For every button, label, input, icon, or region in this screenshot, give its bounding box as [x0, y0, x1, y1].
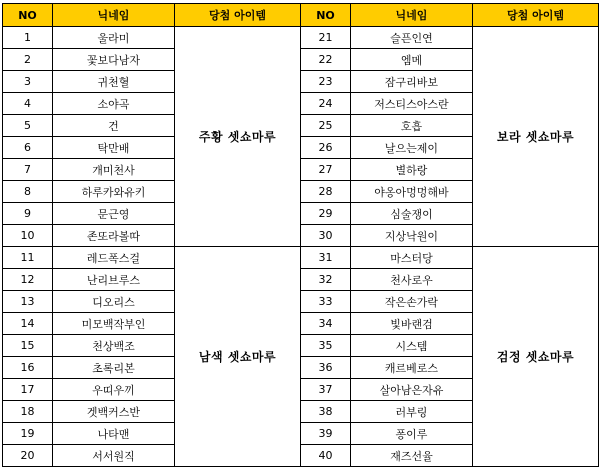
prize-item-cell: 남색 셋쇼마루	[175, 247, 301, 467]
row-number: 6	[3, 137, 53, 159]
row-number: 24	[301, 93, 351, 115]
nickname-cell: 러부링	[351, 401, 473, 423]
nickname-cell: 퐁이루	[351, 423, 473, 445]
row-number: 39	[301, 423, 351, 445]
nickname-cell: 건	[53, 115, 175, 137]
row-number: 7	[3, 159, 53, 181]
row-number: 23	[301, 71, 351, 93]
nickname-cell: 별하랑	[351, 159, 473, 181]
row-number: 3	[3, 71, 53, 93]
nickname-cell: 탁만배	[53, 137, 175, 159]
nickname-cell: 지상낙원이	[351, 225, 473, 247]
row-number: 35	[301, 335, 351, 357]
nickname-cell: 디오리스	[53, 291, 175, 313]
row-number: 26	[301, 137, 351, 159]
nickname-cell: 하루카와유키	[53, 181, 175, 203]
row-number: 18	[3, 401, 53, 423]
prize-item-cell: 보라 셋쇼마루	[473, 27, 599, 247]
nickname-cell: 겟백커스반	[53, 401, 175, 423]
header-row	[3, 4, 599, 27]
nickname-cell: 나타맨	[53, 423, 175, 445]
row-number: 1	[3, 27, 53, 49]
nickname-cell: 천상백조	[53, 335, 175, 357]
table-row	[3, 247, 599, 269]
row-number: 15	[3, 335, 53, 357]
nickname-cell: 재즈선율	[351, 445, 473, 467]
row-number: 27	[301, 159, 351, 181]
row-number: 29	[301, 203, 351, 225]
row-number: 38	[301, 401, 351, 423]
nickname-cell: 빛바랜검	[351, 313, 473, 335]
row-number: 37	[301, 379, 351, 401]
row-number: 25	[301, 115, 351, 137]
row-number: 33	[301, 291, 351, 313]
nickname-cell: 귀천혈	[53, 71, 175, 93]
row-number: 4	[3, 93, 53, 115]
nickname-cell: 울라미	[53, 27, 175, 49]
nickname-cell: 미모백작부인	[53, 313, 175, 335]
table-body	[3, 27, 599, 467]
nickname-cell: 호흡	[351, 115, 473, 137]
nickname-cell: 시스템	[351, 335, 473, 357]
nickname-cell: 초록리본	[53, 357, 175, 379]
nickname-cell: 살아남은자유	[351, 379, 473, 401]
nickname-cell: 문근영	[53, 203, 175, 225]
prize-item-cell: 검정 셋쇼마루	[473, 247, 599, 467]
nickname-cell: 날으는제이	[351, 137, 473, 159]
row-number: 31	[301, 247, 351, 269]
header-no-left: NO	[3, 4, 53, 27]
nickname-cell: 캐르베로스	[351, 357, 473, 379]
nickname-cell: 소야곡	[53, 93, 175, 115]
row-number: 9	[3, 203, 53, 225]
row-number: 34	[301, 313, 351, 335]
table-row	[3, 27, 599, 49]
row-number: 16	[3, 357, 53, 379]
nickname-cell: 존또라볼따	[53, 225, 175, 247]
nickname-cell: 레드폭스걸	[53, 247, 175, 269]
row-number: 14	[3, 313, 53, 335]
winners-table	[2, 3, 599, 467]
row-number: 5	[3, 115, 53, 137]
row-number: 11	[3, 247, 53, 269]
row-number: 32	[301, 269, 351, 291]
winners-table-wrapper	[2, 3, 599, 467]
row-number: 30	[301, 225, 351, 247]
row-number: 28	[301, 181, 351, 203]
nickname-cell: 저스티스아스란	[351, 93, 473, 115]
row-number: 10	[3, 225, 53, 247]
nickname-cell: 작은손가락	[351, 291, 473, 313]
row-number: 36	[301, 357, 351, 379]
row-number: 40	[301, 445, 351, 467]
nickname-cell: 엠메	[351, 49, 473, 71]
row-number: 8	[3, 181, 53, 203]
nickname-cell: 야옹아멍멍해바	[351, 181, 473, 203]
nickname-cell: 슬픈인연	[351, 27, 473, 49]
header-item-left: 당첨 아이템	[175, 4, 301, 27]
row-number: 19	[3, 423, 53, 445]
nickname-cell: 난리브루스	[53, 269, 175, 291]
row-number: 22	[301, 49, 351, 71]
header-nickname-left: 닉네임	[53, 4, 175, 27]
row-number: 12	[3, 269, 53, 291]
nickname-cell: 우띠우끼	[53, 379, 175, 401]
row-number: 13	[3, 291, 53, 313]
header-no-right: NO	[301, 4, 351, 27]
nickname-cell: 꽃보다남자	[53, 49, 175, 71]
nickname-cell: 천사로우	[351, 269, 473, 291]
row-number: 21	[301, 27, 351, 49]
row-number: 17	[3, 379, 53, 401]
nickname-cell: 개미천사	[53, 159, 175, 181]
nickname-cell: 심술쟁이	[351, 203, 473, 225]
row-number: 2	[3, 49, 53, 71]
prize-item-cell: 주황 셋쇼마루	[175, 27, 301, 247]
header-item-right: 당첨 아이템	[473, 4, 599, 27]
nickname-cell: 잠구리바보	[351, 71, 473, 93]
nickname-cell: 서서원직	[53, 445, 175, 467]
nickname-cell: 마스터당	[351, 247, 473, 269]
header-nickname-right: 닉네임	[351, 4, 473, 27]
row-number: 20	[3, 445, 53, 467]
